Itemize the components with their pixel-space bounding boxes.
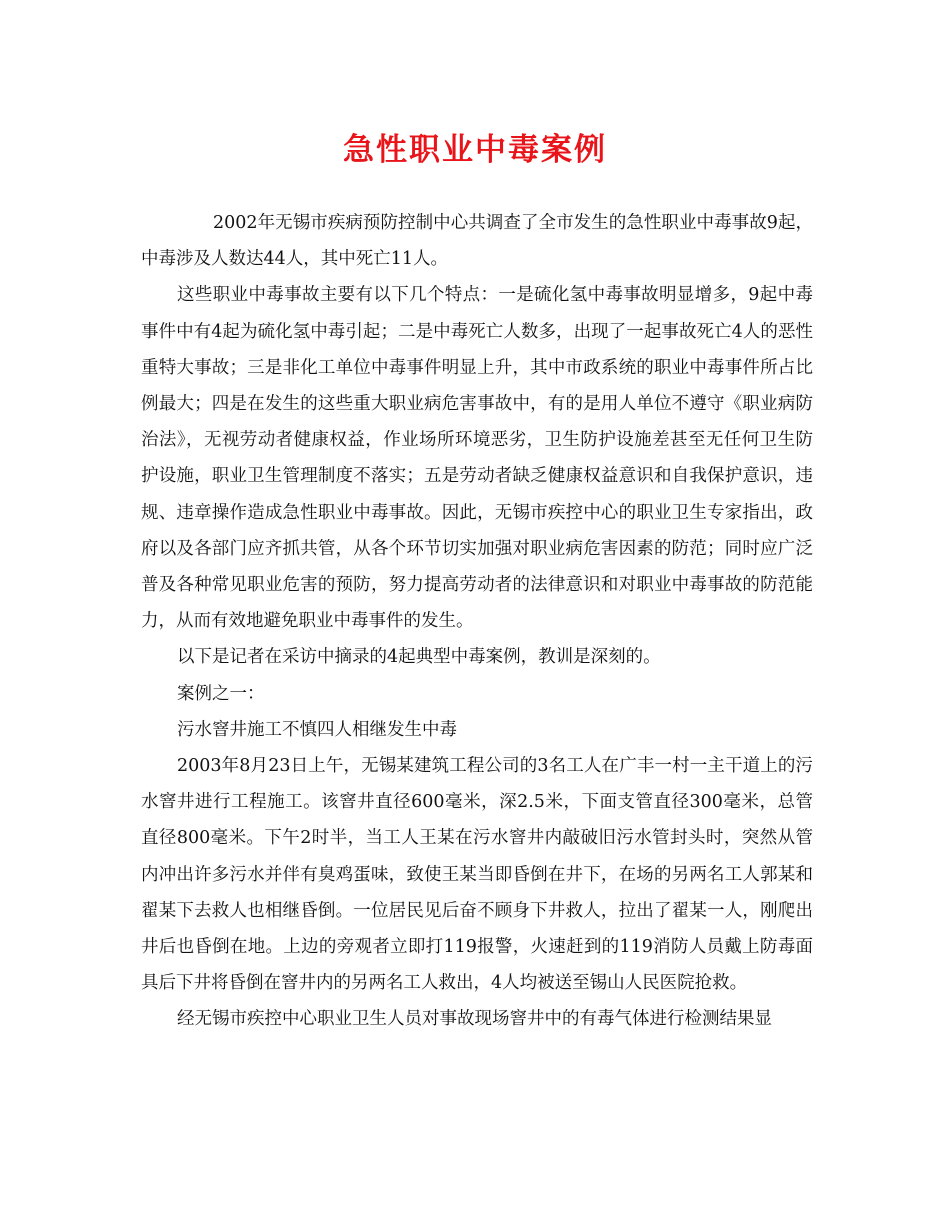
paragraph-case-intro: 以下是记者在采访中摘录的4起典型中毒案例，教训是深刻的。 <box>177 647 661 668</box>
document-body <box>141 205 813 1038</box>
paragraph-case-detection: 经无锡市疾控中心职业卫生人员对事故现场窨井中的有毒气体进行检测结果显 <box>177 1009 772 1030</box>
paragraph-summary: 2002年无锡市疾病预防控制中心共调查了全市发生的急性职业中毒事故9起，中毒涉及人数达44人，其中死亡11人。 <box>141 213 813 270</box>
paragraph-features: 这些职业中毒事故主要有以下几个特点：一是硫化氢中毒事故明显增多，9起中毒事件中有4起为硫化氢中毒引起；二是中毒死亡人数多，出现了一起事故死亡4人的恶性重特大事故；三是非化工单位中毒事件明显上升，其中市政系统的职业中毒事件所占比例最大；四是在发生的这些重大职业病危害事故中，有的是用人单位不遵守《职业病防治法》，无视劳动者健康权益，作业场所环境恶劣，卫生防护设施差甚至无任何卫生防护设施，职业卫生管理制度不落实；五是劳动者缺乏健康权益意识和自我保护意识，违规、违章操作造成急性职业中毒事故。因此，无锡市疾控中心的职业卫生专家指出，政府以及各部门应齐抓共管，从各个环节切实加强对职业病危害因素的防范；同时应广泛普及各种常见职业危害的预防，努力提高劳动者的法律意识和对职业中毒事故的防范能力，从而有效地避免职业中毒事件的发生。 <box>141 285 813 632</box>
case-subtitle: 污水窨井施工不慎四人相继发生中毒 <box>177 719 457 740</box>
document-title: 急性职业中毒案例 <box>343 132 607 168</box>
paragraph-case-detail: 2003年8月23日上午，无锡某建筑工程公司的3名工人在广丰一村一主干道上的污水窨井进行工程施工。该窨井直径600毫米，深2.5米，下面支管直径300毫米，总管直径800毫米。下午2时半，当工人王某在污水窨井内敲破旧污水管封头时，突然从管内冲出许多污水并伴有臭鸡蛋味，致使王某当即昏倒在井下，在场的另两名工人郭某和翟某下去救人也相继昏倒。一位居民见后奋不顾身下井救人，拉出了翟某一人，刚爬出井后也昏倒在地。上边的旁观者立即打119报警，火速赶到的119消防人员戴上防毒面具后下井将昏倒在窨井内的另两名工人救出，4人均被送至锡山人民医院抢救。 <box>141 756 813 994</box>
case-heading: 案例之一： <box>177 683 265 704</box>
